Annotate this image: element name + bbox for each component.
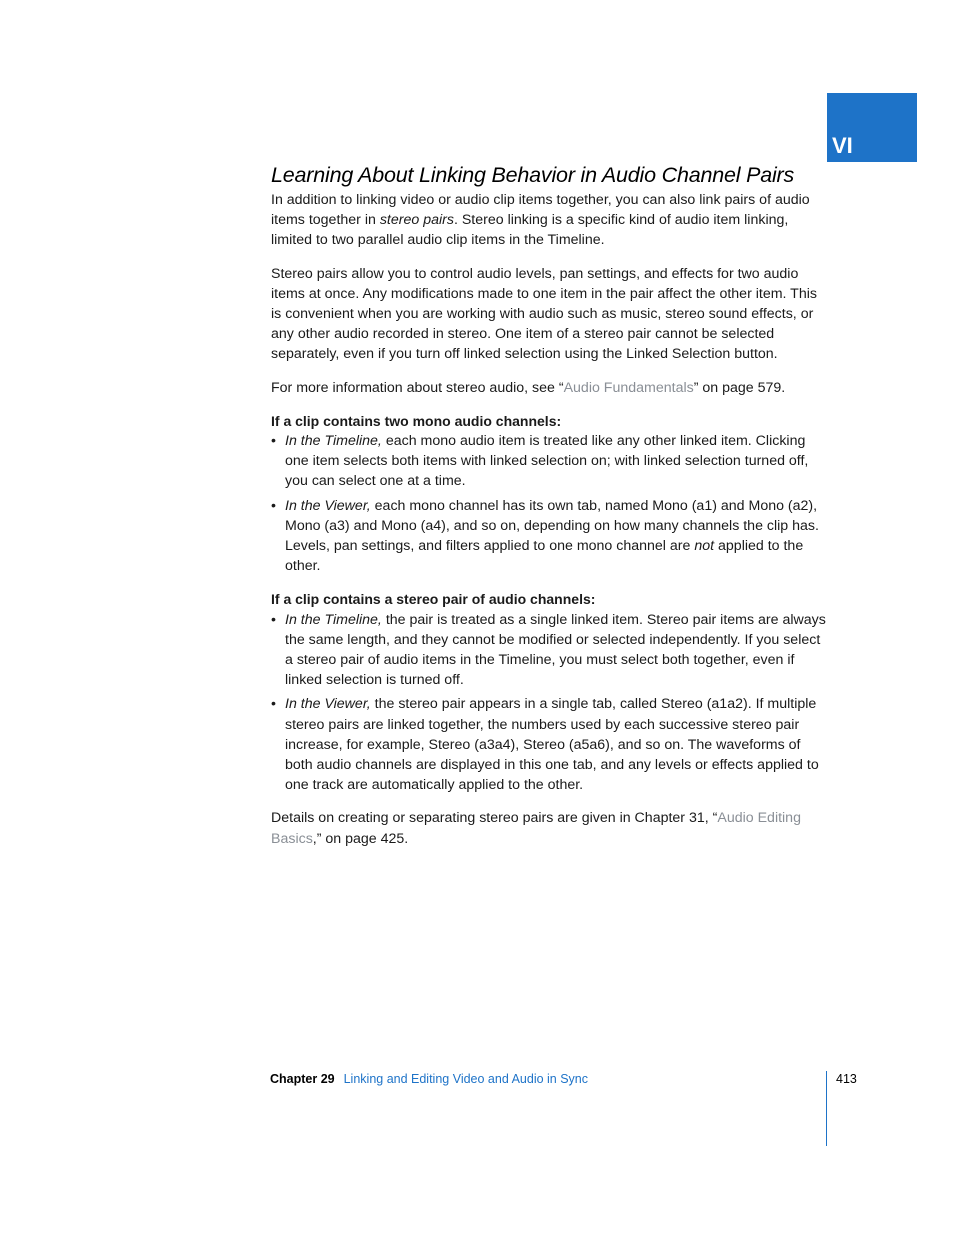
section-tab-label: VI (832, 133, 853, 158)
mono-bullet-list (271, 431, 831, 576)
bullet-icon: • (271, 433, 276, 450)
list-item (271, 431, 831, 492)
mono-b2-emphasis: In the Viewer, (285, 497, 371, 514)
audio-fundamentals-link[interactable]: Audio Fundamentals (563, 379, 694, 396)
page-number: 413 (836, 1072, 857, 1086)
bullet-icon: • (271, 497, 276, 514)
mono-subheading: If a clip contains two mono audio channels: (271, 412, 562, 429)
mono-b2-text-a: each mono channel has its own tab, named Mono (a1) and Mono (a2), Mono (a3) and Mono (a4), and so on, depending on how many channels the clip has. Levels, pan settings, and filters applied to one mono channel are (285, 497, 819, 555)
stereo-bullet-list (271, 610, 831, 796)
page-footer (270, 1072, 588, 1086)
list-item (271, 610, 831, 691)
list-item (271, 496, 831, 577)
intro-paragraph-3 (271, 378, 831, 398)
bullet-icon: • (271, 696, 276, 713)
footer-divider (826, 1071, 827, 1146)
stereo-b1-text: the pair is treated as a single linked item. Stereo pair items are always the same length, and they cannot be modified or selected independently. If you select a stereo pair of audio items in the Timeline, you must select both together, even if linked selection is turned off. (285, 611, 826, 689)
stereo-subheading: If a clip contains a stereo pair of audio channels: (271, 591, 596, 608)
intro-paragraph-1 (271, 190, 831, 251)
mono-b1-text: each mono audio item is treated like any other linked item. Clicking one item selects both items with linked selection on; with linked selection turned off, you can select one at a time. (285, 433, 809, 490)
list-item (271, 694, 831, 795)
intro-p1-emphasis: stereo pairs (379, 212, 454, 229)
intro-p3-text-b: ” on page 579. (693, 379, 786, 396)
closing-paragraph (271, 808, 831, 848)
stereo-b2-emphasis: In the Viewer, (285, 696, 371, 713)
intro-paragraph-2: Stereo pairs allow you to control audio levels, pan settings, and effects for two audio items at once. Any modifications made to one item in the pair affect the other item. This is convenient when you are working with audio such as music, stereo sound effects, or any other audio recorded in stereo. One item of a stereo pair cannot be selected separately, even if you turn off linked selection using the Linked Selection button. (271, 265, 817, 363)
audio-editing-basics-link[interactable]: Audio Editing Basics (271, 810, 801, 847)
section-heading: Learning About Linking Behavior in Audio Channel Pairs (271, 163, 795, 187)
stereo-b2-text: the stereo pair appears in a single tab, called Stereo (a1a2). If multiple stereo pairs are linked together, the numbers used by each successive stereo pair increase, for example, Stereo (a3a4), Stereo (a5a6), and so on. The waveforms of both audio channels are displayed in this one tab, and any levels or effects applied to one track are automatically applied to the other. (285, 696, 819, 794)
closing-text-a: Details on creating or separating stereo pairs are given in Chapter 31, “ (271, 810, 718, 827)
mono-b2-text-b: applied to the other. (285, 538, 804, 575)
stereo-b1-emphasis: In the Timeline, (285, 611, 382, 628)
mono-b2-emphasis-not: not (694, 538, 715, 555)
intro-p1-text-b: . Stereo linking is a specific kind of audio item linking, limited to two parallel audio clip items in the Timeline. (271, 212, 789, 249)
mono-b1-emphasis: In the Timeline, (285, 433, 382, 450)
intro-p1-text-a: In addition to linking video or audio clip items together, you can also link pairs of audio items together in (271, 192, 810, 229)
section-tab (827, 93, 917, 162)
footer-chapter: Chapter 29 (270, 1072, 335, 1086)
closing-text-b: ,” on page 425. (312, 830, 409, 847)
intro-p3-text-a: For more information about stereo audio, see “ (271, 379, 564, 396)
footer-chapter-title[interactable]: Linking and Editing Video and Audio in Sync (343, 1072, 589, 1086)
page-content (271, 160, 831, 849)
bullet-icon: • (271, 611, 276, 628)
